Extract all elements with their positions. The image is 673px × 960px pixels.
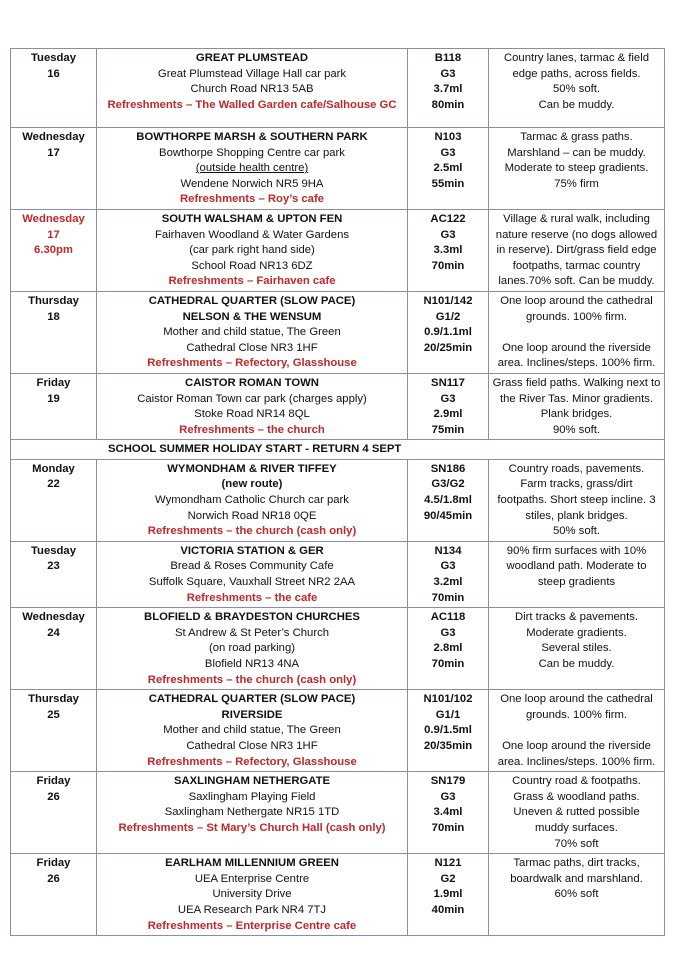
walk-location-line: UEA Enterprise Centre: [194, 872, 310, 885]
walk-stats: [408, 854, 489, 936]
walk-distance: 3.7ml: [433, 83, 463, 96]
walk-stats: [408, 772, 489, 854]
walk-distance: 3.2ml: [433, 576, 463, 589]
walk-row: [11, 608, 665, 690]
walk-row: [11, 49, 665, 128]
walk-day-line: 6.30pm: [34, 244, 73, 257]
walk-location-line: University Drive: [212, 888, 292, 901]
walk-code: AC122: [430, 212, 466, 225]
walk-description-line: 90% firm surfaces with 10%: [506, 544, 647, 557]
walk-description: [489, 690, 665, 772]
walk-location-line: Mother and child statue, The Green: [163, 326, 341, 339]
walk-description-line: 60% soft: [554, 888, 599, 901]
walk-location-line: Saxlingham Playing Field: [188, 790, 316, 803]
walk-day-line: Wednesday: [22, 212, 85, 225]
walk-duration: 70min: [431, 591, 465, 604]
walk-description: [489, 459, 665, 541]
walk-day-line: Thursday: [28, 294, 79, 307]
walk-day-line: Tuesday: [31, 52, 76, 64]
walk-row: [11, 772, 665, 854]
walk-venue: [97, 772, 408, 854]
walk-row: [11, 291, 665, 373]
walk-title: CAISTOR ROMAN TOWN: [185, 376, 319, 389]
walk-day-line: Thursday: [28, 693, 79, 706]
walk-day: [11, 291, 97, 373]
walk-description-line: Country road & footpaths.: [512, 775, 641, 788]
walk-description-line: Plank bridges.: [540, 408, 613, 421]
walk-description-line: One loop around the riverside: [502, 739, 651, 752]
walk-day: [11, 373, 97, 439]
walk-venue: [97, 854, 408, 936]
walk-title: BLOFIELD & BRAYDESTON CHURCHES: [144, 611, 360, 624]
walk-duration: 70min: [431, 821, 465, 834]
walk-grade: G3: [440, 626, 456, 639]
walk-location-line: Caistor Roman Town car park (charges apply): [137, 392, 367, 405]
walk-title: RIVERSIDE: [221, 708, 283, 721]
walk-title: EARLHAM MILLENNIUM GREEN: [165, 857, 339, 870]
walk-duration: 70min: [431, 259, 465, 272]
walk-description: [489, 128, 665, 210]
holiday-banner: SCHOOL SUMMER HOLIDAY START - RETURN 4 SEPT: [11, 440, 665, 460]
walk-refreshments: Refreshments – the church (cash only): [147, 525, 357, 538]
walks-schedule: [10, 48, 664, 936]
walk-distance: 3.3ml: [433, 244, 463, 257]
walk-title: WYMONDHAM & RIVER TIFFEY: [167, 462, 337, 475]
walk-venue: [97, 49, 408, 128]
walk-distance: 2.8ml: [433, 642, 463, 655]
walk-title: BOWTHORPE MARSH & SOUTHERN PARK: [136, 131, 368, 143]
walk-description-line: Farm tracks, grass/dirt: [520, 478, 633, 491]
walk-venue: [97, 291, 408, 373]
walk-description-line: nature reserve (no dogs allowed: [495, 228, 658, 241]
walk-day: [11, 128, 97, 210]
walk-title: NELSON & THE WENSUM: [182, 310, 322, 323]
walk-location-line: Fairhaven Woodland & Water Gardens: [154, 228, 350, 241]
walk-location-line: Bread & Roses Community Cafe: [170, 560, 334, 573]
walk-day: [11, 854, 97, 936]
walk-stats: [408, 373, 489, 439]
walk-day-line: 17: [47, 146, 60, 159]
walk-distance: 3.4ml: [433, 806, 463, 819]
walk-venue: [97, 373, 408, 439]
walk-description-line: Uneven & rutted possible: [513, 806, 640, 819]
walk-location-line: Stoke Road NR14 8QL: [194, 408, 310, 421]
walk-description-line: stiles, plank bridges.: [525, 509, 628, 522]
walk-stats: [408, 291, 489, 373]
walk-grade: G1/1: [435, 708, 461, 721]
walk-grade: G2: [440, 872, 456, 885]
walk-description-line: footpaths. Short steep incline. 3: [497, 494, 656, 507]
walk-location-line: (on road parking): [208, 642, 296, 655]
walk-location-line: Wymondham Catholic Church car park: [155, 494, 349, 507]
walk-venue: [97, 541, 408, 607]
walk-location-line: (outside health centre): [195, 162, 309, 175]
walk-venue: [97, 459, 408, 541]
walk-duration: 70min: [431, 658, 465, 670]
walk-description-line: grounds. 100% firm.: [525, 708, 628, 721]
walk-venue: [97, 608, 408, 690]
walk-description-line: One loop around the cathedral: [500, 294, 653, 307]
walk-location-line: Wendene Norwich NR5 9HA: [180, 177, 324, 190]
walk-title: VICTORIA STATION & GER: [180, 544, 324, 557]
walk-description-line: Moderate gradients.: [526, 626, 627, 639]
walk-code: N101/142: [423, 294, 473, 307]
walk-duration: 80min: [431, 98, 465, 111]
walk-code: N103: [434, 131, 462, 143]
walk-refreshments: Refreshments – the cafe: [186, 591, 318, 604]
walk-day: [11, 690, 97, 772]
walk-refreshments: Refreshments – The Walled Garden cafe/Salhouse GC: [107, 98, 397, 111]
walk-location-line: UEA Research Park NR4 7TJ: [177, 903, 327, 916]
walk-location-line: Bowthorpe Shopping Centre car park: [159, 146, 345, 159]
walk-day-line: Monday: [32, 462, 75, 475]
walk-row: [11, 541, 665, 607]
walk-stats: [408, 608, 489, 690]
walk-description-line: 90% soft.: [552, 423, 601, 436]
walk-code: SN117: [431, 376, 465, 389]
walk-row: [11, 459, 665, 541]
walk-distance: 2.9ml: [433, 408, 463, 421]
walk-location-line: Church Road NR13 5AB: [190, 83, 314, 96]
walk-grade: G3: [440, 392, 456, 405]
walk-description-line: woodland path. Moderate to: [506, 560, 647, 573]
walk-description-line: steep gradients: [537, 576, 616, 589]
walk-description-line: Several stiles.: [541, 642, 612, 655]
walk-code: AC118: [430, 611, 466, 624]
walk-location-line: Cathedral Close NR3 1HF: [186, 739, 318, 752]
walk-location-line: Norwich Road NR18 0QE: [187, 509, 317, 522]
walk-day: [11, 772, 97, 854]
walk-description-line: boardwalk and marshland.: [510, 872, 643, 885]
walk-code: B118: [434, 52, 462, 64]
walk-day: [11, 459, 97, 541]
walk-grade: G1/2: [435, 310, 461, 323]
walk-description: [489, 373, 665, 439]
walk-description-line: in reserve). Dirt/grass field edge: [496, 244, 657, 257]
walk-code: SN179: [430, 775, 466, 788]
walk-location-line: Great Plumstead Village Hall car park: [157, 67, 347, 80]
walk-refreshments: Refreshments – Enterprise Centre cafe: [147, 919, 357, 932]
walk-refreshments: Refreshments – Roy’s cafe: [180, 193, 324, 206]
walk-description: [489, 608, 665, 690]
walk-description-line: Country lanes, tarmac & field: [503, 52, 650, 64]
walk-stats: [408, 690, 489, 772]
walk-description-line: area. Inclines/steps. 100% firm.: [497, 357, 656, 370]
description-spacer: [491, 723, 662, 739]
walk-day: [11, 608, 97, 690]
walk-duration: 55min: [431, 177, 465, 190]
walk-description: [489, 541, 665, 607]
walk-location-line: Saxlingham Nethergate NR15 1TD: [164, 806, 340, 819]
walk-description-line: Dirt tracks & pavements.: [514, 611, 639, 624]
walk-title: CATHEDRAL QUARTER (SLOW PACE): [148, 294, 356, 307]
walk-day-line: 24: [47, 626, 60, 639]
walk-row: [11, 854, 665, 936]
walk-code: N134: [434, 544, 462, 557]
walk-description-line: the River Tas. Minor gradients.: [500, 392, 653, 405]
walk-description-line: lanes.70% soft. Can be muddy.: [498, 275, 655, 288]
walk-distance: 4.5/1.8ml: [424, 494, 472, 507]
walk-description-line: Grass field paths. Walking next to: [492, 376, 661, 389]
walk-distance: 0.9/1.1ml: [424, 326, 472, 339]
walk-refreshments: Refreshments – Refectory, Glasshouse: [147, 357, 357, 370]
walk-day-line: 19: [47, 392, 60, 405]
walk-day-line: 22: [47, 478, 60, 491]
walk-day-line: 25: [47, 708, 60, 721]
walk-row: [11, 128, 665, 210]
walk-day-line: Friday: [36, 775, 71, 788]
walk-description-line: One loop around the cathedral: [500, 693, 653, 706]
walk-day-line: 26: [47, 790, 60, 803]
walk-duration: 20/25min: [423, 341, 473, 354]
walk-location-line: Cathedral Close NR3 1HF: [186, 341, 318, 354]
holiday-banner-row: [11, 440, 665, 460]
walk-stats: [408, 541, 489, 607]
walk-day-line: 23: [47, 560, 60, 573]
walk-description-line: Village & rural walk, including: [503, 212, 650, 225]
walk-day: [11, 209, 97, 291]
walk-stats: [408, 459, 489, 541]
walk-refreshments: Refreshments – Fairhaven cafe: [168, 275, 336, 288]
walk-refreshments: Refreshments – St Mary’s Church Hall (cash only): [118, 821, 386, 834]
walk-distance: 1.9ml: [433, 888, 463, 901]
walk-duration: 20/35min: [423, 739, 473, 752]
walk-stats: [408, 128, 489, 210]
walk-code: N101/102: [423, 693, 473, 706]
walk-location-line: (car park right hand side): [189, 244, 315, 257]
walk-description: [489, 854, 665, 936]
walk-title: GREAT PLUMSTEAD: [195, 52, 309, 64]
walks-table: [10, 48, 665, 936]
walk-description-line: Tarmac & grass paths.: [520, 131, 633, 143]
walk-code: SN186: [430, 462, 466, 475]
walk-description: [489, 291, 665, 373]
walk-refreshments: Refreshments – the church: [179, 423, 325, 436]
walk-grade: G3: [440, 228, 456, 241]
walk-description: [489, 209, 665, 291]
walk-duration: 40min: [431, 903, 465, 916]
description-spacer: [491, 325, 662, 341]
walk-refreshments: Refreshments – Refectory, Glasshouse: [147, 755, 357, 768]
walk-description-line: muddy surfaces.: [535, 821, 618, 834]
walk-grade: G3: [440, 67, 456, 80]
walk-distance: 2.5ml: [433, 162, 463, 175]
walk-day-line: Friday: [36, 857, 71, 870]
walk-row: [11, 373, 665, 439]
walk-description-line: 50% soft.: [552, 83, 601, 96]
walk-description-line: Marshland – can be muddy.: [507, 146, 646, 159]
walk-location-line: St Andrew & St Peter’s Church: [174, 626, 330, 639]
walk-title: SOUTH WALSHAM & UPTON FEN: [161, 212, 343, 225]
walk-description-line: 70% soft: [554, 837, 599, 850]
walk-description-line: Country roads, pavements.: [508, 462, 645, 475]
walk-location-line: Suffolk Square, Vauxhall Street NR2 2AA: [148, 576, 356, 589]
walk-location-line: School Road NR13 6DZ: [191, 259, 313, 272]
walk-duration: 75min: [431, 423, 465, 436]
walk-refreshments: Refreshments – the church (cash only): [147, 673, 357, 686]
walk-description-line: Moderate to steep gradients.: [504, 162, 649, 175]
walk-stats: [408, 49, 489, 128]
walk-description-line: Can be muddy.: [538, 658, 615, 670]
walk-distance: 0.9/1.5ml: [424, 724, 472, 737]
walk-description-line: edge paths, across fields.: [512, 67, 641, 80]
walk-day-line: 17: [47, 228, 60, 241]
walk-location-line: Mother and child statue, The Green: [163, 724, 341, 737]
walk-description-line: Can be muddy.: [538, 98, 615, 111]
walk-day-line: Friday: [36, 376, 71, 389]
walk-location-line: Blofield NR13 4NA: [204, 658, 300, 670]
walk-stats: [408, 209, 489, 291]
walk-day-line: 18: [47, 310, 60, 323]
walk-day-line: 26: [47, 872, 60, 885]
walk-description-line: 75% firm: [554, 177, 599, 190]
walk-grade: G3: [440, 790, 456, 803]
walk-description: [489, 772, 665, 854]
walk-code: N121: [434, 857, 462, 870]
walk-row: [11, 690, 665, 772]
walk-description-line: area. Inclines/steps. 100% firm.: [497, 755, 656, 768]
walk-title: SAXLINGHAM NETHERGATE: [173, 775, 331, 788]
walk-grade: G3: [440, 560, 456, 573]
walk-title: (new route): [221, 478, 283, 491]
walk-description-line: One loop around the riverside: [502, 341, 651, 354]
walk-description-line: grounds. 100% firm.: [525, 310, 628, 323]
walk-day-line: Tuesday: [31, 544, 76, 557]
walk-venue: [97, 209, 408, 291]
walk-description-line: footpaths, tarmac country: [512, 259, 641, 272]
walk-title: CATHEDRAL QUARTER (SLOW PACE): [148, 693, 356, 706]
walk-duration: 90/45min: [423, 509, 473, 522]
walk-day-line: Wednesday: [22, 131, 85, 143]
walk-grade: G3: [440, 146, 456, 159]
walk-venue: [97, 690, 408, 772]
walk-day-line: Wednesday: [22, 611, 85, 624]
walk-day-line: 16: [47, 67, 60, 80]
walk-grade: G3/G2: [431, 478, 465, 491]
walk-row: [11, 209, 665, 291]
walk-description-line: Tarmac paths, dirt tracks,: [513, 857, 640, 870]
walk-description-line: Grass & woodland paths.: [513, 790, 640, 803]
walk-day: [11, 541, 97, 607]
walk-description: [489, 49, 665, 128]
walk-venue: [97, 128, 408, 210]
walk-description-line: 50% soft.: [552, 525, 601, 538]
walk-day: [11, 49, 97, 128]
